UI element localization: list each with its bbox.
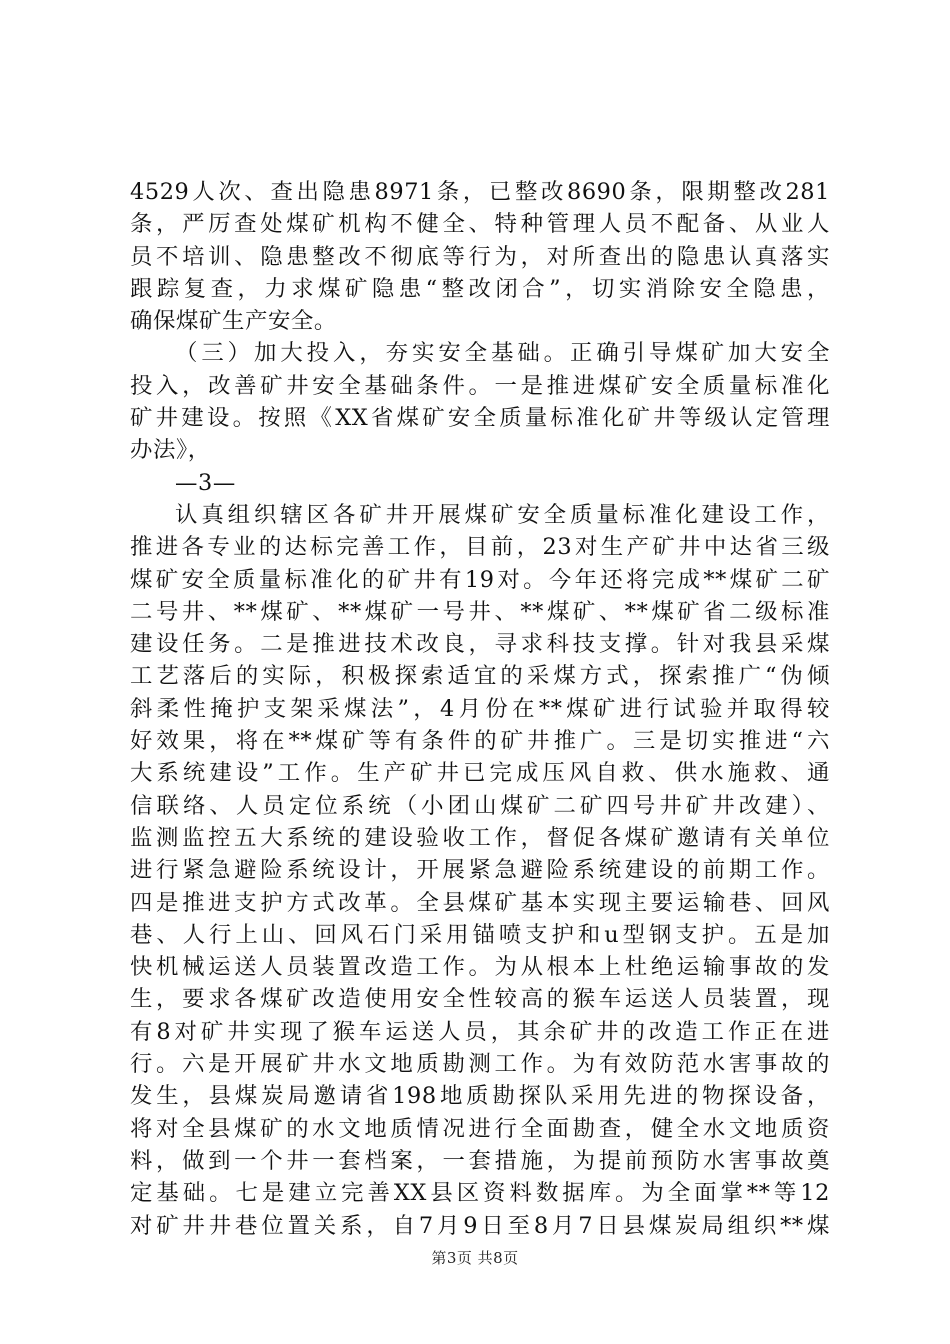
text-line: 进行紧急避险系统设计，开展紧急避险系统建设的前期工作。 <box>130 857 830 884</box>
inline-page-marker: —3— <box>175 469 236 496</box>
text-line: 快机械运送人员装置改造工作。为从根本上杜绝运输事故的发 <box>130 954 830 981</box>
text-line: 四是推进支护方式改革。全县煤矿基本实现主要运输巷、回风 <box>130 889 830 916</box>
text-line: 对矿井井巷位置关系，自7月9日至8月7日县煤炭局组织**煤 <box>130 1212 830 1239</box>
page-footer: 第3页 共8页 <box>431 1249 519 1267</box>
text-line: 大系统建设”工作。生产矿井已完成压风自救、供水施救、通 <box>130 760 830 787</box>
text-line: 将对全县煤矿的水文地质情况进行全面勘查，健全水文地质资 <box>130 1115 830 1142</box>
text-line: 二号井、**煤矿、**煤矿一号井、**煤矿、**煤矿省二级标准 <box>130 598 830 625</box>
text-line: 发生，县煤炭局邀请省198地质勘探队采用先进的物探设备， <box>130 1083 830 1110</box>
text-line: 巷、人行上山、回风石门采用锚喷支护和u型钢支护。五是加 <box>130 921 830 948</box>
text-line: 有8对矿井实现了猴车运送人员，其余矿井的改造工作正在进 <box>130 1018 830 1045</box>
text-line: 投入，改善矿井安全基础条件。一是推进煤矿安全质量标准化 <box>130 372 830 399</box>
text-line: 好效果，将在**煤矿等有条件的矿井推广。三是切实推进“六 <box>130 728 830 755</box>
text-line: 员不培训、隐患整改不彻底等行为，对所查出的隐患认真落实 <box>130 243 830 270</box>
text-line: 生，要求各煤矿改造使用安全性较高的猴车运送人员装置，现 <box>130 986 830 1013</box>
section-heading-line: （三）加大投入，夯实安全基础。正确引导煤矿加大安全 <box>175 340 830 367</box>
text-line: 斜柔性掩护支架采煤法”，4月份在**煤矿进行试验并取得较 <box>130 695 830 722</box>
text-line: 定基础。七是建立完善XX县区资料数据库。为全面掌**等12 <box>130 1180 830 1207</box>
body-text <box>130 176 830 1242</box>
text-line: 建设任务。二是推进技术改良，寻求科技支撑。针对我县采煤 <box>130 631 830 658</box>
text-line: 条，严厉查处煤矿机构不健全、特种管理人员不配备、从业人 <box>130 211 830 238</box>
text-line: 矿井建设。按照《XX省煤矿安全质量标准化矿井等级认定管理 <box>130 405 830 432</box>
text-line: 办法》， <box>130 437 211 464</box>
text-line: 料，做到一个井一套档案，一套措施，为提前预防水害事故奠 <box>130 1147 830 1174</box>
text-line: 跟踪复查，力求煤矿隐患“整改闭合”，切实消除安全隐患， <box>130 275 830 302</box>
paragraph-start-line: 认真组织辖区各矿井开展煤矿安全质量标准化建设工作， <box>175 501 830 528</box>
text-line: 监测监控五大系统的建设验收工作，督促各煤矿邀请有关单位 <box>130 824 830 851</box>
text-line: 推进各专业的达标完善工作，目前，23对生产矿井中达省三级 <box>130 534 830 561</box>
text-line: 信联络、人员定位系统（小团山煤矿二矿四号井矿井改建）、 <box>130 792 830 819</box>
text-line: 煤矿安全质量标准化的矿井有19对。今年还将完成**煤矿二矿 <box>130 566 830 593</box>
text-line: 确保煤矿生产安全。 <box>130 308 337 335</box>
text-line: 行。六是开展矿井水文地质勘测工作。为有效防范水害事故的 <box>130 1051 830 1078</box>
text-line: 4529人次、查出隐患8971条，已整改8690条，限期整改281 <box>130 179 830 205</box>
text-line: 工艺落后的实际，积极探索适宜的采煤方式，探索推广“伪倾 <box>130 663 830 690</box>
